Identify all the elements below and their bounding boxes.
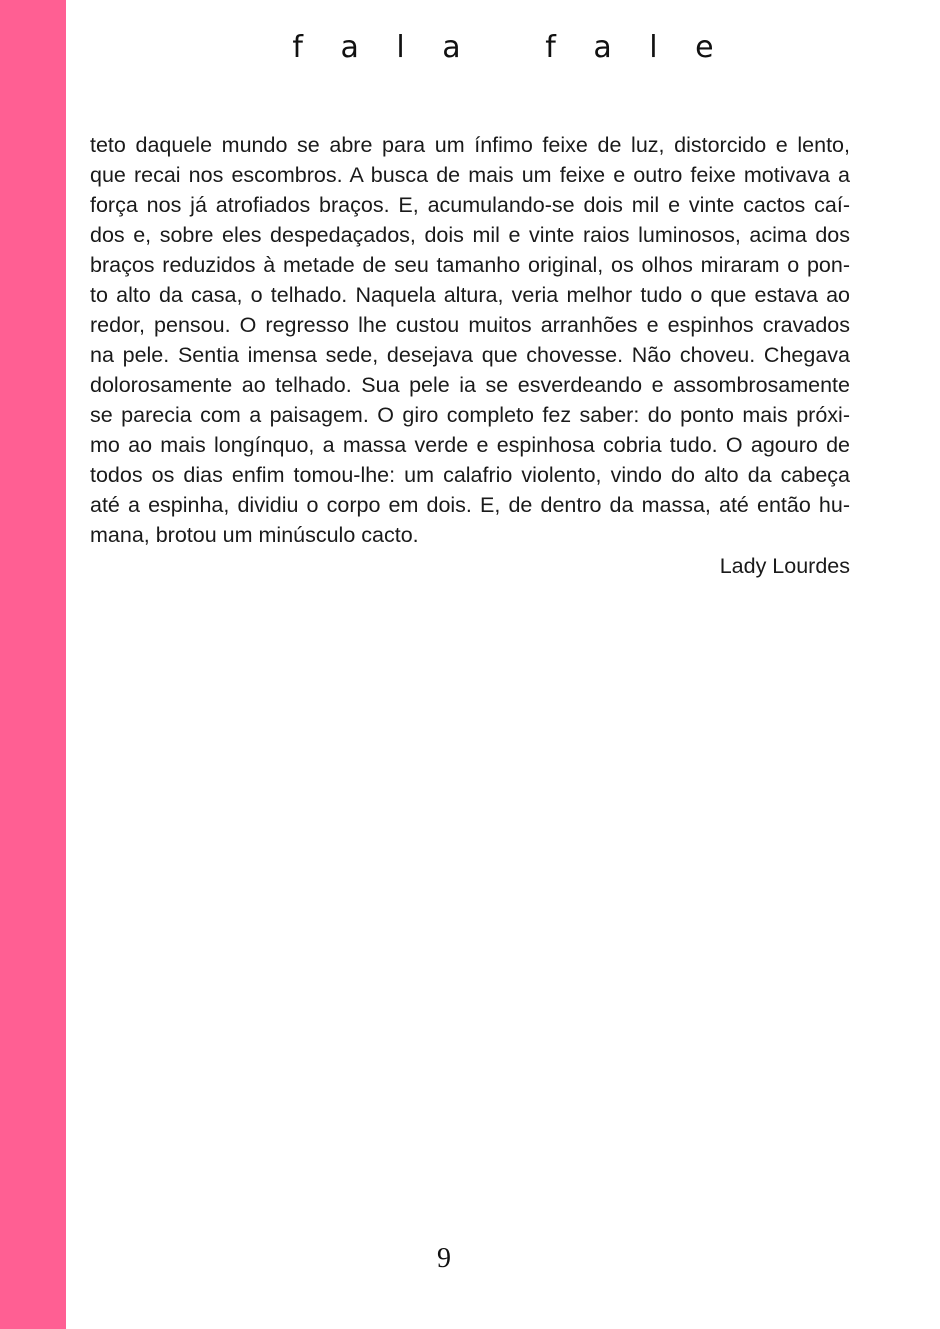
text-line: todos os dias enfim tomou-lhe: um calafrio violento, vindo do alto da cabeça <box>90 463 850 487</box>
text-line: mana, brotou um minúsculo cacto. <box>90 523 419 547</box>
text-line: mo ao mais longínquo, a massa verde e espinhosa cobria tudo. O agouro de <box>90 433 850 457</box>
text-line: até a espinha, dividiu o corpo em dois. E, de dentro da massa, até então hu- <box>90 493 850 517</box>
text-line: que recai nos escombros. A busca de mais um feixe e outro feixe motivava a <box>90 163 850 187</box>
running-header: f a l a f a l e <box>292 30 728 65</box>
page-number: 9 <box>437 1243 451 1274</box>
text-line: braços reduzidos à metade de seu tamanho original, os olhos miraram o pon- <box>90 253 850 277</box>
decorative-side-band <box>0 0 66 1329</box>
body-text <box>90 130 850 550</box>
text-line: dolorosamente ao telhado. Sua pele ia se esverdeando e assombrosamente <box>90 373 850 397</box>
text-line: na pele. Sentia imensa sede, desejava que chovesse. Não choveu. Chegava <box>90 343 850 367</box>
text-line: to alto da casa, o telhado. Naquela altura, veria melhor tudo o que estava ao <box>90 283 850 307</box>
text-line: dos e, sobre eles despedaçados, dois mil e vinte raios luminosos, acima dos <box>90 223 850 247</box>
text-line: se parecia com a paisagem. O giro completo fez saber: do ponto mais próxi- <box>90 403 850 427</box>
text-line: força nos já atrofiados braços. E, acumulando-se dois mil e vinte cactos caí- <box>90 193 850 217</box>
text-line: redor, pensou. O regresso lhe custou muitos arranhões e espinhos cravados <box>90 313 850 337</box>
text-line: teto daquele mundo se abre para um ínfimo feixe de luz, distorcido e lento, <box>90 133 850 157</box>
author-signature: Lady Lourdes <box>719 554 850 578</box>
